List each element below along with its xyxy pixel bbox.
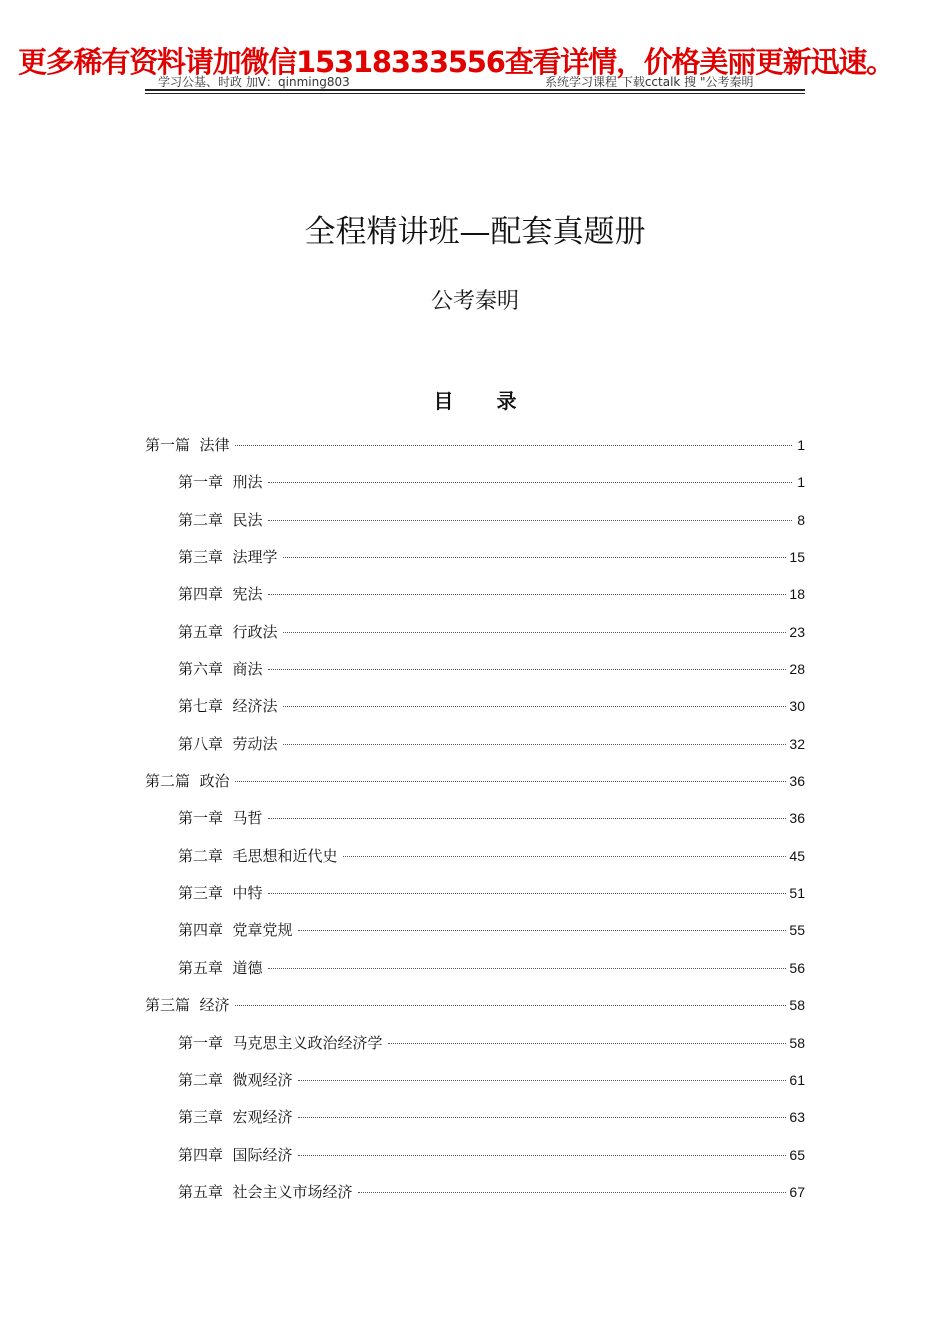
toc-dot-leader	[235, 445, 792, 446]
toc-entry[interactable]	[145, 617, 805, 654]
toc-entry[interactable]	[145, 766, 805, 803]
toc-entry[interactable]	[145, 729, 805, 766]
toc-dot-leader	[298, 1155, 787, 1156]
toc-dot-leader	[268, 968, 787, 969]
toc-entry-label: 第一篇 法律	[145, 436, 230, 454]
toc-entry-label: 第三章 法理学	[178, 548, 278, 567]
toc-entry-page-number: 65	[789, 1146, 805, 1163]
promo-banner: 更多稀有资料请加微信15318333556查看详情，价格美丽更新迅速。	[18, 45, 894, 79]
toc-dot-leader	[268, 818, 787, 819]
toc-entry-label: 第二篇 政治	[145, 772, 230, 791]
toc-entry-label: 第五章 行政法	[178, 622, 278, 641]
toc-dot-leader	[283, 706, 787, 707]
toc-entry-page-number: 58	[789, 997, 805, 1014]
toc-entry-label: 第一章 马哲	[178, 809, 263, 828]
toc-entry-label: 第二章 毛思想和近代史	[178, 846, 338, 865]
toc-entry-label: 第八章 劳动法	[178, 734, 278, 753]
toc-entry-label: 第三章 中特	[178, 884, 263, 903]
header-rule-thick	[145, 89, 805, 91]
toc-entry-label: 第四章 党章党规	[178, 921, 293, 940]
toc-entry-page-number: 63	[789, 1109, 805, 1126]
toc-entry-page-number: 32	[789, 735, 805, 752]
toc-entry[interactable]	[145, 915, 805, 952]
toc-entry[interactable]	[145, 990, 805, 1027]
toc-dot-leader	[235, 781, 787, 782]
toc-entry-page-number: 23	[789, 623, 805, 640]
toc-dot-leader	[268, 594, 787, 595]
toc-entry-label: 第二章 民法	[178, 510, 263, 529]
toc-entry-page-number: 61	[789, 1071, 805, 1088]
toc-entry[interactable]	[145, 691, 805, 728]
toc-entry-page-number: 30	[789, 698, 805, 715]
toc-entry[interactable]	[145, 1177, 805, 1214]
toc-entry-page-number: 28	[789, 661, 805, 678]
toc-entry[interactable]	[145, 505, 805, 542]
toc-entry-page-number: 18	[789, 586, 805, 603]
toc-entry-page-number: 55	[789, 922, 805, 939]
document-title: 全程精讲班—配套真题册	[304, 214, 646, 250]
toc-entry-page-number: 1	[797, 437, 805, 453]
toc-dot-leader	[268, 669, 787, 670]
toc-entry-page-number: 8	[797, 511, 805, 528]
toc-dot-leader	[343, 856, 787, 857]
toc-entry-page-number: 36	[789, 810, 805, 827]
header-rule-thin	[145, 93, 805, 94]
toc-dot-leader	[298, 1117, 787, 1118]
document-author: 公考秦明	[430, 289, 519, 314]
toc-entry-label: 第四章 国际经济	[178, 1145, 293, 1164]
toc-entry[interactable]	[145, 803, 805, 840]
toc-entry[interactable]	[145, 1028, 805, 1065]
toc-entry[interactable]	[145, 579, 805, 616]
toc-entry-label: 第一章 马克思主义政治经济学	[178, 1033, 383, 1052]
toc-entry-label: 第七章 经济法	[178, 697, 278, 716]
toc-heading: 目 录	[433, 389, 535, 413]
toc-dot-leader	[283, 557, 787, 558]
toc-dot-leader	[235, 1005, 787, 1006]
toc-entry-label: 第三章 宏观经济	[178, 1108, 293, 1127]
toc-entry[interactable]	[145, 654, 805, 691]
toc-entry-page-number: 45	[789, 847, 805, 864]
toc-entry[interactable]	[145, 467, 805, 504]
toc-entry-page-number: 1	[797, 474, 805, 491]
table-of-contents	[145, 430, 805, 1214]
toc-entry[interactable]	[145, 878, 805, 915]
toc-entry-label: 第二章 微观经济	[178, 1070, 293, 1089]
toc-entry-page-number: 58	[789, 1034, 805, 1051]
toc-entry-label: 第一章 刑法	[178, 473, 263, 492]
toc-entry-label: 第五章 道德	[178, 958, 263, 977]
toc-entry[interactable]	[145, 841, 805, 878]
toc-dot-leader	[283, 632, 787, 633]
toc-entry[interactable]	[145, 1102, 805, 1139]
toc-entry-page-number: 36	[789, 773, 805, 790]
toc-dot-leader	[388, 1043, 787, 1044]
toc-dot-leader	[298, 1080, 787, 1081]
header-left-text: 学习公基、时政 加V：qinming803	[158, 75, 350, 89]
toc-entry[interactable]	[145, 542, 805, 579]
toc-entry-page-number: 15	[789, 549, 805, 566]
toc-entry-label: 第四章 宪法	[178, 585, 263, 604]
toc-dot-leader	[268, 520, 792, 521]
toc-dot-leader	[268, 482, 792, 483]
toc-entry[interactable]	[145, 953, 805, 990]
toc-entry-page-number: 56	[789, 959, 805, 976]
header-right-text: 系统学习课程 下载cctalk 搜 "公考秦明	[545, 75, 754, 89]
toc-entry[interactable]	[145, 1065, 805, 1102]
toc-dot-leader	[358, 1192, 787, 1193]
toc-entry-page-number: 51	[789, 885, 805, 902]
toc-dot-leader	[283, 744, 787, 745]
toc-entry[interactable]	[145, 1140, 805, 1177]
toc-dot-leader	[298, 930, 787, 931]
toc-dot-leader	[268, 893, 787, 894]
toc-entry-label: 第三篇 经济	[145, 996, 230, 1015]
toc-entry-label: 第五章 社会主义市场经济	[178, 1182, 353, 1201]
toc-entry[interactable]	[145, 430, 805, 467]
toc-entry-label: 第六章 商法	[178, 660, 263, 679]
toc-entry-page-number: 67	[789, 1183, 805, 1200]
